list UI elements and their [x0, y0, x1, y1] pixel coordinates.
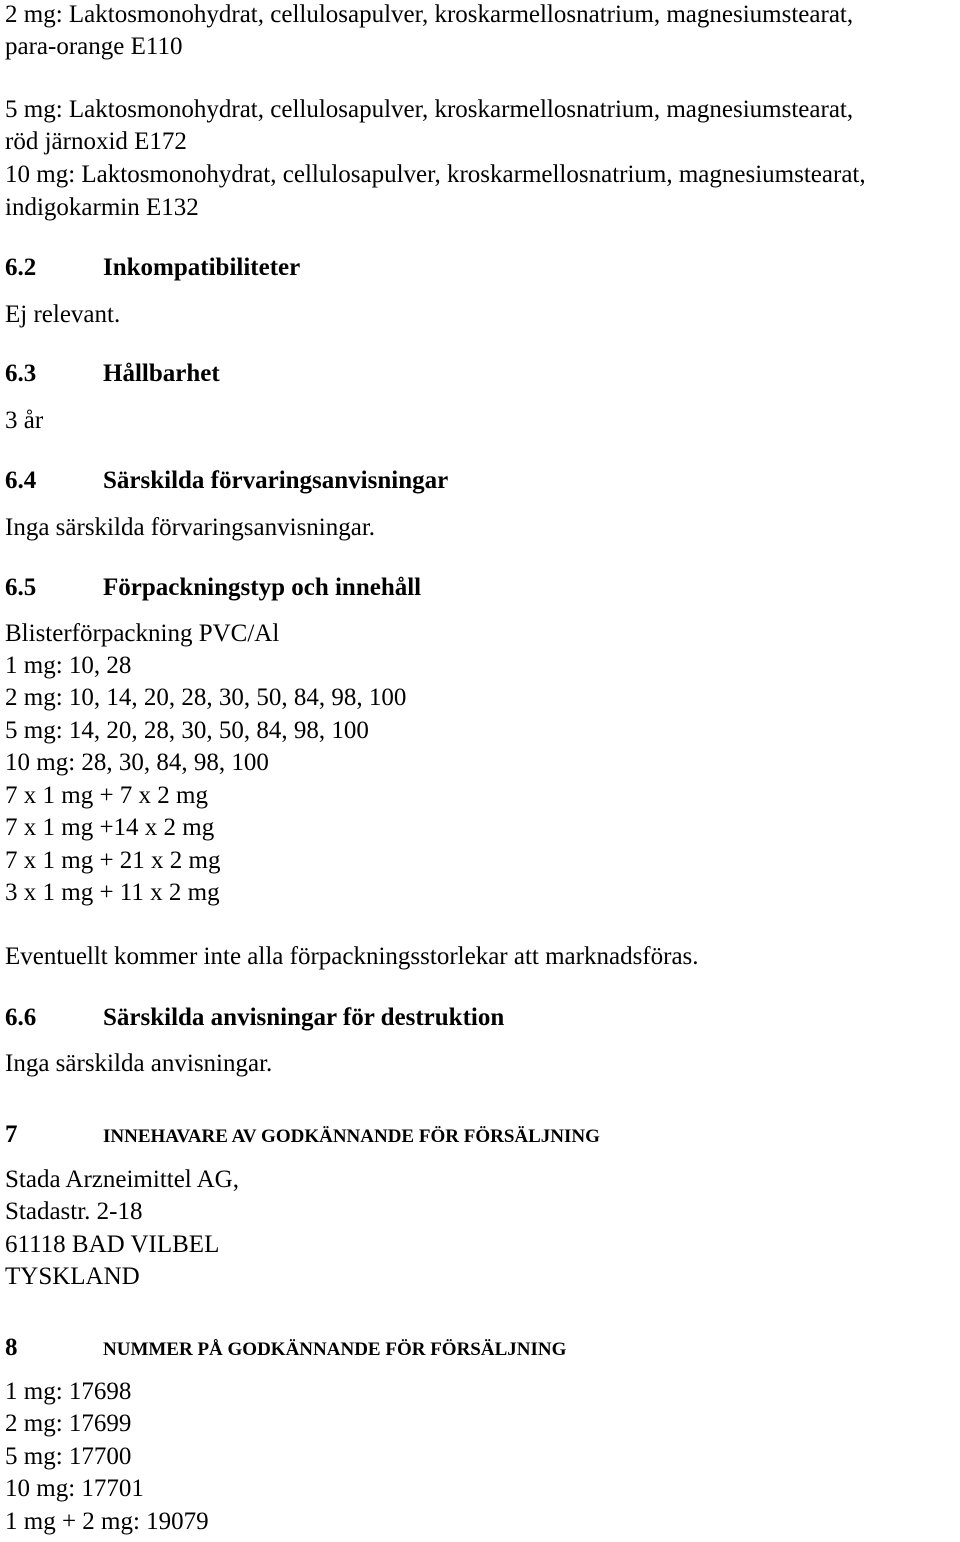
pack-line: 3 x 1 mg + 11 x 2 mg	[5, 879, 220, 906]
excipients-2mg-line1: 2 mg: Laktosmonohydrat, cellulosapulver, kroskarmellosnatrium, magnesiumstearat,	[5, 1, 854, 28]
pack-line: Blisterförpackning PVC/Al	[5, 620, 280, 647]
excipients-5mg-line2: röd järnoxid E172	[5, 128, 187, 155]
section-title: INNEHAVARE AV GODKÄNNANDE FÖR FÖRSÄLJNING	[103, 1126, 600, 1147]
section-6-4-heading	[5, 466, 448, 496]
pack-line: 1 mg: 10, 28	[5, 652, 132, 679]
excipients-2mg-line2: para-orange E110	[5, 33, 183, 60]
pack-line: 2 mg: 10, 14, 20, 28, 30, 50, 84, 98, 100	[5, 684, 407, 711]
section-8-heading	[5, 1333, 566, 1365]
section-title: NUMMER PÅ GODKÄNNANDE FÖR FÖRSÄLJNING	[103, 1339, 567, 1360]
pack-line: 10 mg: 28, 30, 84, 98, 100	[5, 749, 269, 776]
holder-line: TYSKLAND	[5, 1263, 140, 1290]
section-6-6-heading	[5, 1003, 504, 1033]
authorisation-number-line: 5 mg: 17700	[5, 1443, 132, 1470]
section-6-3-body: 3 år	[5, 407, 44, 434]
section-number: 8	[5, 1334, 18, 1361]
excipients-5mg-line1: 5 mg: Laktosmonohydrat, cellulosapulver, kroskarmellosnatrium, magnesiumstearat,	[5, 96, 854, 123]
section-number: 6.3	[5, 360, 37, 387]
section-title: Inkompatibiliteter	[103, 254, 301, 281]
section-7-heading	[5, 1120, 600, 1152]
section-6-5-note: Eventuellt kommer inte alla förpackningsstorlekar att marknadsföras.	[5, 943, 699, 970]
section-6-4-body: Inga särskilda förvaringsanvisningar.	[5, 514, 376, 541]
excipients-10mg-line1: 10 mg: Laktosmonohydrat, cellulosapulver, kroskarmellosnatrium, magnesiumstearat,	[5, 161, 866, 188]
section-title: Hållbarhet	[103, 360, 220, 387]
authorisation-number-line: 10 mg: 17701	[5, 1475, 144, 1502]
section-6-3-heading	[5, 359, 220, 389]
section-number: 6.5	[5, 574, 37, 601]
holder-line: Stada Arzneimittel AG,	[5, 1166, 239, 1193]
pack-line: 7 x 1 mg +14 x 2 mg	[5, 814, 215, 841]
authorisation-number-line: 1 mg: 17698	[5, 1378, 132, 1405]
section-6-6-body: Inga särskilda anvisningar.	[5, 1050, 273, 1077]
section-title: Förpackningstyp och innehåll	[103, 574, 422, 601]
pack-line: 5 mg: 14, 20, 28, 30, 50, 84, 98, 100	[5, 717, 369, 744]
section-number: 6.2	[5, 254, 37, 281]
pack-line: 7 x 1 mg + 7 x 2 mg	[5, 782, 208, 809]
holder-line: Stadastr. 2-18	[5, 1198, 143, 1225]
section-6-5-heading	[5, 573, 421, 603]
section-title: Särskilda förvaringsanvisningar	[103, 467, 449, 494]
pack-line: 7 x 1 mg + 21 x 2 mg	[5, 847, 221, 874]
section-number: 6.4	[5, 467, 37, 494]
authorisation-number-line: 2 mg: 17699	[5, 1410, 132, 1437]
section-6-2-body: Ej relevant.	[5, 301, 121, 328]
section-number: 6.6	[5, 1004, 37, 1031]
excipients-10mg-line2: indigokarmin E132	[5, 194, 199, 221]
section-number: 7	[5, 1121, 18, 1148]
authorisation-number-line: 1 mg + 2 mg: 19079	[5, 1508, 209, 1535]
section-title: Särskilda anvisningar för destruktion	[103, 1004, 505, 1031]
holder-line: 61118 BAD VILBEL	[5, 1231, 220, 1258]
section-6-2-heading	[5, 253, 300, 283]
